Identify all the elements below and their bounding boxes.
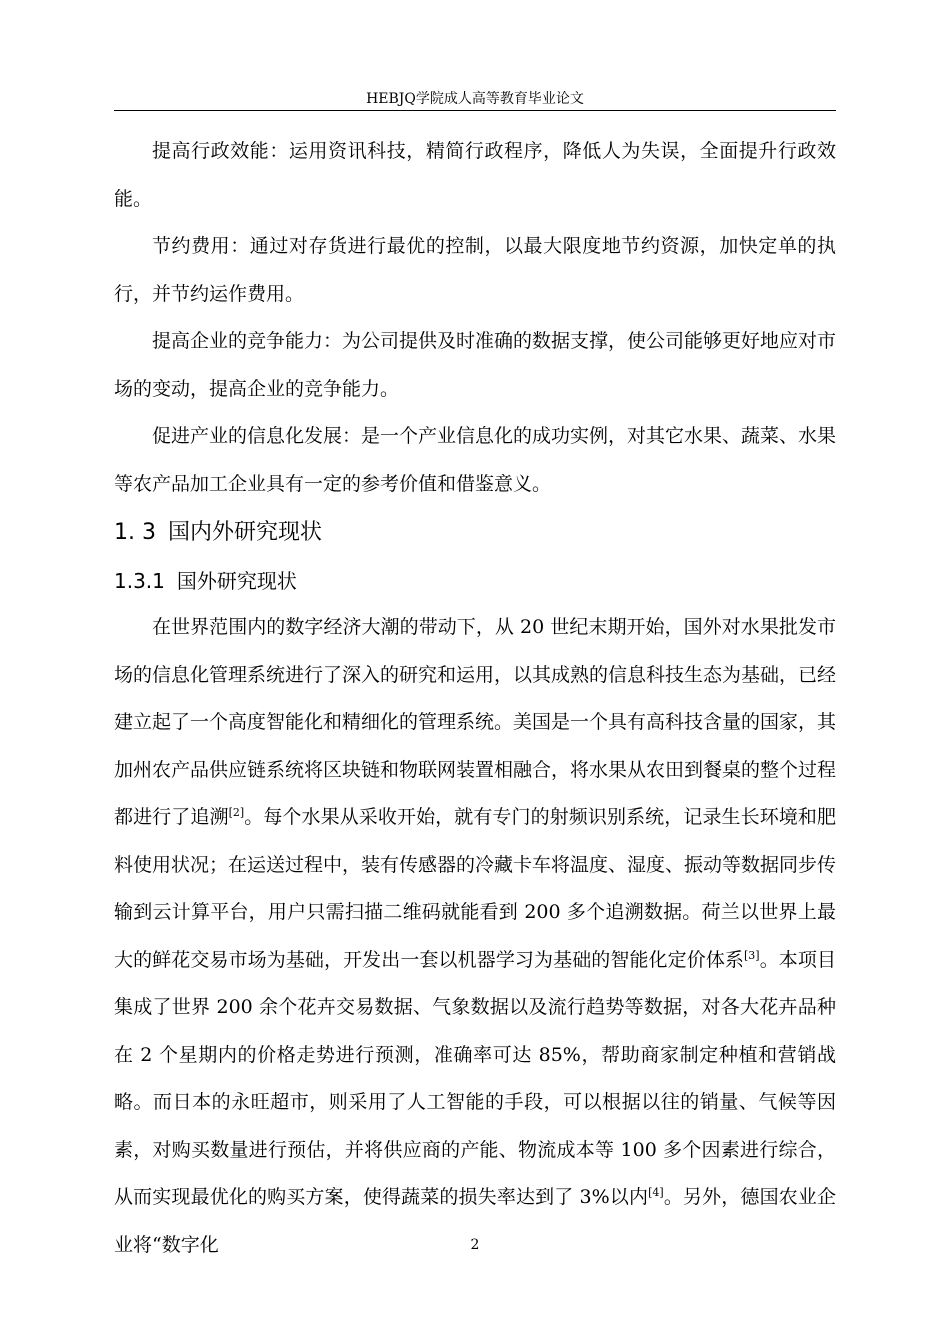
header-rule [114,110,836,111]
body-text-4: 。另外，德国农业企业将“数字化 [114,1186,836,1256]
section-title: 国内外研究现状 [167,520,322,545]
paragraph-efficiency: 提高行政效能：运用资讯科技，精简行政程序，降低人为失误，全面提升行政效能。 [114,140,836,210]
body-text-1: 在世界范围内的数字经济大潮的带动下，从 20 世纪末期开始，国外对水果批发市场的信息化管理系统进行了深入的研究和运用，以其成熟的信息科技生态为基础，已经建立起了一个高度智能化和精细化的管理系统。美国是一个具有高科技含量的国家，其加州农产品供应链系统将区块链和物联网装置相融合，将水果从农田到餐桌的整个过程都进行了追溯 [114,616,837,828]
section-number: 1. 3 [114,520,156,545]
body-text-3: 。本项目集成了世界 200 余个花卉交易数据、气象数据以及流行趋势等数据，对各大花卉品种在 2 个星期内的价格走势进行预测，准确率可达 85%，帮助商家制定种植和营销战略。而日本的永旺超市，则采用了人工智能的手段，可以根据以往的销量、气候等因素，对购买数量进行预估，并将供应商的产能、物流成本等 100 多个因素进行综合，从而实现最优化的购买方案，使得蔬菜的损失率达到了 3%以内 [114,948,836,1208]
paragraph-foreign-research [114,604,836,1269]
paragraph-competitiveness: 提高企业的竞争能力：为公司提供及时准确的数据支撑，使公司能够更好地应对市场的变动，提高企业的竞争能力。 [114,330,837,400]
citation-3: [3] [744,948,760,962]
subsection-heading [114,558,836,604]
subsection-title: 国外研究现状 [176,569,297,593]
running-header: HEBJQ学院成人高等教育毕业论文 [366,91,584,107]
section-heading [114,508,836,558]
page-number: 2 [470,1237,480,1253]
citation-2: [2] [228,806,245,819]
paragraph-informatization: 促进产业的信息化发展：是一个产业信息化的成功实例，对其它水果、蔬菜、水果等农产品加工企业具有一定的参考价值和借鉴意义。 [114,425,837,495]
page-content [114,128,836,1269]
body-text-2: 。每个水果从采收开始，就有专门的射频识别系统，记录生长环境和肥料使用状况；在运送过程中，装有传感器的冷藏卡车将温度、湿度、振动等数据同步传输到云计算平台，用户只需扫描二维码就能看到 200 多个追溯数据。荷兰以世界上最大的鲜花交易市场为基础，开发出一套以机器学习为基础的智能化定价体系 [114,806,837,971]
citation-4: [4] [648,1186,664,1199]
paragraph-cost-saving: 节约费用：通过对存货进行最优的控制，以最大限度地节约资源，加快定单的执行，并节约运作费用。 [114,235,836,305]
subsection-number: 1.3.1 [114,569,165,593]
